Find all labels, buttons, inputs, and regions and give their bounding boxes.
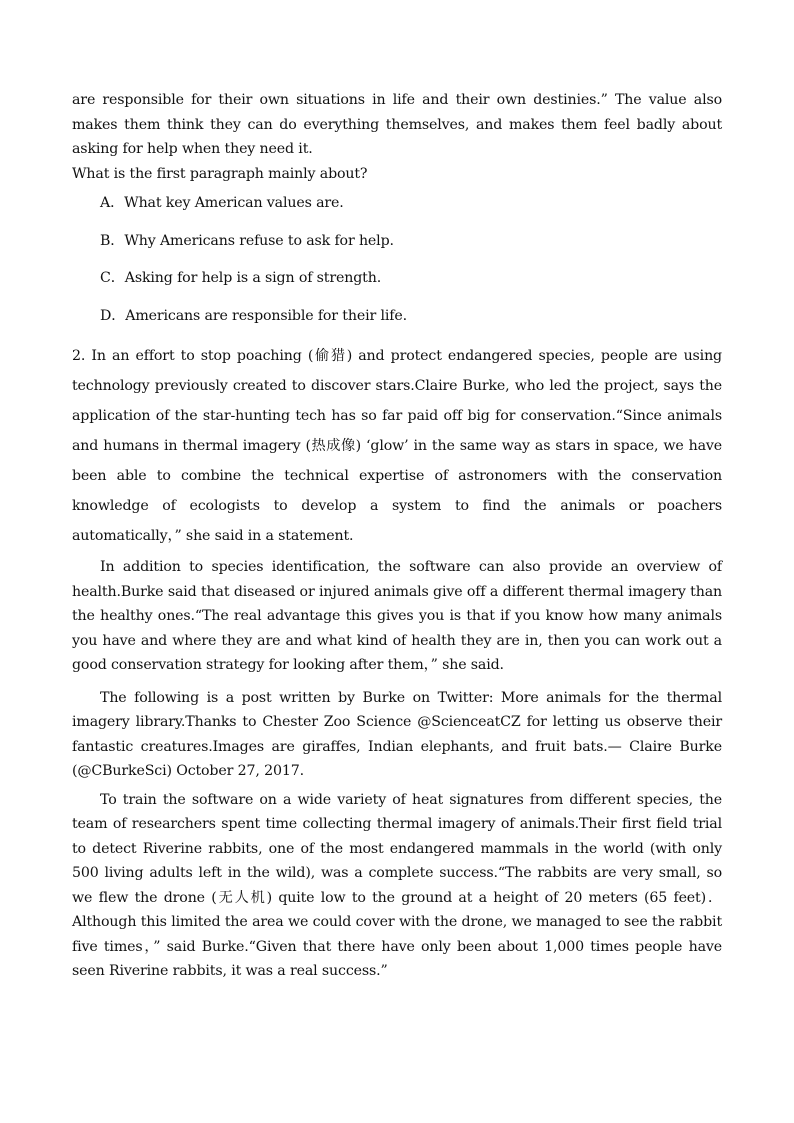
option-a: A．What key American values are. <box>100 195 344 211</box>
question-stem: What is the first paragraph mainly about? <box>72 165 368 182</box>
option-b: B．Why Americans refuse to ask for help. <box>100 232 394 249</box>
option-c: C．Asking for help is a sign of strength. <box>100 270 382 286</box>
passage-2-paragraph-2: In addition to species identification, the software can also provide an overview of health.Burke said that diseased or injured animals give off a different thermal imagery than the healthy ones.“The real advantage this gives you is that if you know how many animals you have and where they are and what kind of health they are in, then you can work out a good conservation strategy for looking after them，” she said. <box>72 559 722 673</box>
passage-2-paragraph-3: The following is a post written by Burke on Twitter: More animals for the thermal imagery library.Thanks to Chester Zoo Science @ScienceatCZ for letting us observe their fantastic creatures.Images are giraffes, Indian elephants, and fruit bats.— Claire Burke (@CBurkeSci) October 27, 2017. <box>72 689 722 779</box>
document-page <box>72 88 722 984</box>
passage-1-tail: are responsible for their own situations in life and their own destinies.” The value also makes them think they can do everything themselves, and makes them feel badly about asking for help when they need it. <box>72 92 722 157</box>
passage-2-paragraph-1: 2. In an effort to stop poaching (偷猎) and protect endangered species, people are using technology previously created to discover stars.Claire Burke, who led the project, says the application of the star-hunting tech has so far paid off big for conservation.“Since animals and humans in thermal imagery (热成像) ‘glow’ in the same way as stars in space, we have been able to combine the technical expertise of astronomers with the conservation knowledge of ecologists to develop a system to find the animals or poachers automatically，” she said in a statement. <box>72 348 722 544</box>
passage-2-paragraph-4: To train the software on a wide variety of heat signatures from different species, the team of researchers spent time collecting thermal imagery of animals.Their first field trial to detect Riverine rabbits, one of the most endangered mammals in the world (with only 500 living adults left in the wild), was a complete success.“The rabbits are very small, so we flew the drone (无人机) quite low to the ground at a height of 20 meters (65 feet)．Although this limited the area we could cover with the drone, we managed to see the rabbit five times，” said Burke.“Given that there have only been about 1,000 times people have seen Riverine rabbits, it was a real success.” <box>72 791 722 979</box>
option-d: D．Americans are responsible for their life. <box>100 307 407 324</box>
